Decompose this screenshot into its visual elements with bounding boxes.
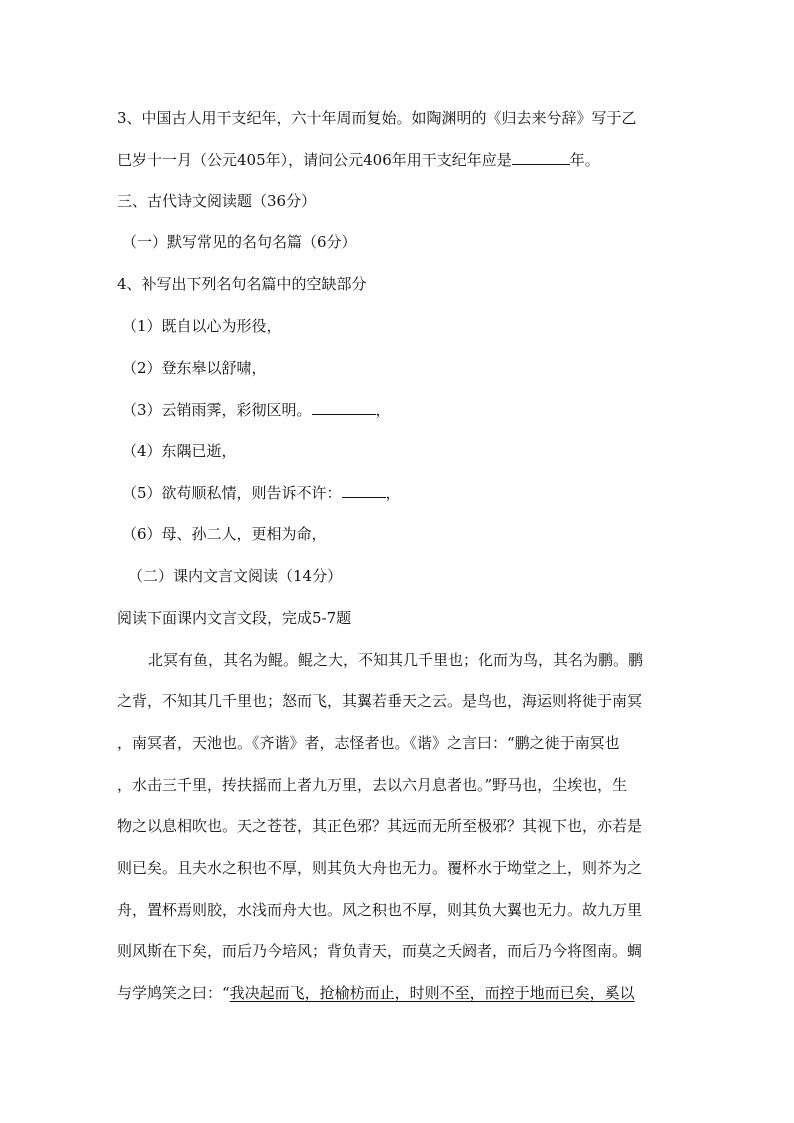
passage-last-prefix: 与学鸠笑之曰：“ [117, 984, 230, 1002]
passage-line: 则风斯在下矣，而后乃今培风；背负青天，而莫之夭阏者，而后乃今将图南。蜩 [117, 942, 643, 960]
q4-item-5-text: （5）欲苟顺私情，则告诉不许： [122, 484, 342, 502]
passage-line: 则已矣。且夫水之积也不厚，则其负大舟也无力。覆杯水于坳堂之上，则芥为之 [117, 859, 643, 877]
answer-blank[interactable] [312, 400, 376, 415]
passage-line: ，水击三千里，抟扶摇而上者九万里，去以六月息者也。”野马也，尘埃也，生 [117, 776, 628, 794]
question-4-title: 4、补写出下列名句名篇中的空缺部分 [117, 275, 367, 293]
q3-line-2-tail: 年。 [569, 151, 600, 169]
answer-blank[interactable] [342, 483, 386, 498]
q4-item-6: （6）母、孙二人，更相为命， [122, 525, 327, 543]
q3-line-2-text: 巳岁十一月（公元405年），请问公元406年用干支纪年应是 [117, 151, 512, 169]
section-title: 三、古代诗文阅读题（36分） [117, 192, 317, 210]
reading-prompt: 阅读下面课内文言文段，完成5-7题 [117, 609, 352, 627]
q3-line-2 [117, 150, 600, 170]
passage-line [117, 983, 635, 1003]
passage-line: 北冥有鱼，其名为鲲。鲲之大，不知其几千里也；化而为鸟，其名为鹏。鹏 [148, 651, 644, 669]
q4-item-4: （4）东隅已逝， [122, 442, 237, 460]
q4-item-2: （2）登东皋以舒啸， [122, 359, 267, 377]
subsection-title-2: （二）课内文言文阅读（14分） [128, 567, 343, 585]
subsection-title-1: （一）默写常见的名句名篇（6分） [122, 233, 357, 251]
q4-item-3 [122, 400, 391, 420]
passage-line: 之背，不知其几千里也；怒而飞，其翼若垂天之云。是鸟也，海运则将徙于南冥 [117, 692, 643, 710]
underlined-sentence: 我决起而飞，抢榆枋而止，时则不至，而控于地而已矣，奚以 [229, 984, 635, 1002]
q4-item-3-tail: ， [375, 401, 391, 419]
q4-item-1: （1）既自以心为形役， [122, 317, 282, 335]
q4-item-3-text: （3）云销雨霁，彩彻区明。 [122, 401, 312, 419]
passage-line: ，南冥者，天池也。《齐谐》者，志怪者也。《谐》之言曰：“鹏之徙于南冥也 [117, 734, 620, 752]
q3-line-1: 3、中国古人用干支纪年，六十年周而复始。如陶渊明的《归去来兮辞》写于乙 [117, 109, 637, 127]
q4-item-5-tail: ， [385, 484, 401, 502]
passage-line: 物之以息相吹也。天之苍苍，其正色邪？其远而无所至极邪？其视下也，亦若是 [117, 817, 643, 835]
answer-blank[interactable] [512, 150, 570, 165]
passage-line: 舟，置杯焉则胶，水浅而舟大也。风之积也不厚，则其负大翼也无力。故九万里 [117, 901, 643, 919]
q4-item-5 [122, 483, 401, 503]
